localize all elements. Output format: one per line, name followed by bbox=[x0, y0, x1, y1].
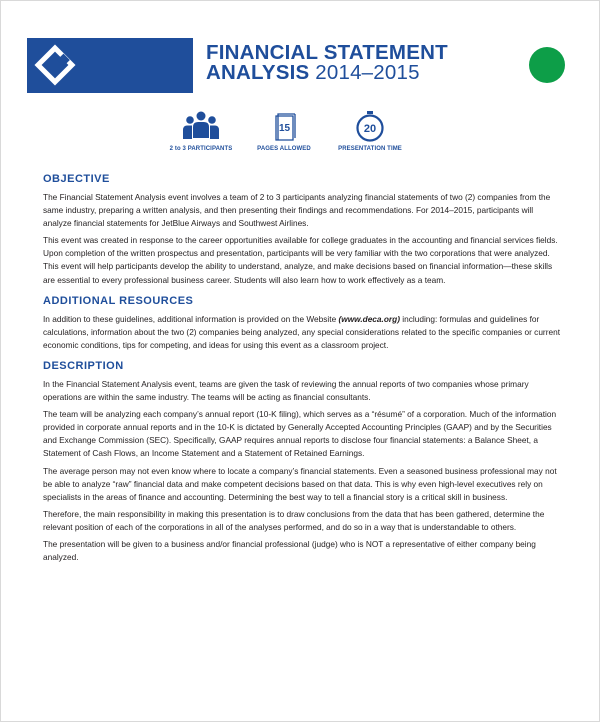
objective-section bbox=[43, 173, 563, 287]
main-content bbox=[43, 173, 563, 568]
objective-heading: OBJECTIVE bbox=[43, 173, 110, 185]
stat-pages bbox=[239, 110, 329, 152]
description-heading: DESCRIPTION bbox=[43, 359, 124, 372]
stat-time bbox=[325, 110, 415, 152]
title-event-name: ANALYSIS bbox=[206, 61, 310, 84]
stat-time-value: 20 bbox=[363, 123, 377, 135]
description-paragraph-3: The average person may not even know where to locate a company’s financial statements. Even a seasoned business professional may not be able to analyze “raw” financial data and make competent decisions based on that data. This is why even high-level executives rely on specialists in the areas of finance and accounting. Determining the best way to tell a financial story is a critical skill in business. bbox=[43, 465, 557, 502]
status-dot bbox=[529, 47, 565, 83]
header-banner bbox=[27, 38, 193, 93]
description-paragraph-2: The team will be analyzing each company’s annual report (10-K filing), which serves as a “résumé” of a corporation. Much of the information provided in corporate annual reports and in the 10-K is dictated by Generally Accepted Accounting Principles (GAAP) and by the Securities and Exchange Commission (SEC). Specifically, GAAP requires annual reports to disclose four financial statements: a Balance Sheet, a Statement of Cash Flows, an Income Statement and a Statement of Retained Earnings. bbox=[43, 409, 557, 459]
stat-time-label: PRESENTATION TIME bbox=[338, 146, 402, 152]
page-title bbox=[206, 43, 448, 83]
title-line-1: FINANCIAL STATEMENT bbox=[206, 41, 448, 64]
description-section bbox=[43, 360, 563, 564]
resources-heading: ADDITIONAL RESOURCES bbox=[43, 294, 194, 307]
description-paragraph-1: In the Financial Statement Analysis event, teams are given the task of reviewing the annual reports of two companies whose primary operations are within the same industry. The teams will be acting as financial consultants. bbox=[43, 378, 529, 403]
resources-paragraph bbox=[43, 313, 563, 352]
pages-icon bbox=[264, 110, 304, 142]
resources-text-after: including: formulas and guidelines for calculations, information about the two (2) companies being analyzed, any special considerations related to the specific companies or current economic conditions, tips for competing, and ideas for using this event as a classroom project. bbox=[43, 313, 560, 350]
title-line-2 bbox=[206, 63, 448, 83]
people-icon bbox=[181, 110, 221, 142]
stat-pages-label: PAGES ALLOWED bbox=[257, 146, 311, 152]
objective-paragraph-1: The Financial Statement Analysis event involves a team of 2 to 3 participants analyzing financial statements of two (2) companies from the same industry, preparing a written analysis, and then presenting their findings and recommendations. For 2014–2015, participants will analyze financial statements for JetBlue Airways and Southwest Airlines. bbox=[43, 192, 551, 229]
stat-participants-label: 2 to 3 PARTICIPANTS bbox=[169, 146, 233, 152]
stopwatch-icon bbox=[350, 110, 390, 142]
stat-pages-value: 15 bbox=[278, 123, 291, 134]
website-link[interactable]: (www.deca.org) bbox=[338, 313, 400, 324]
description-paragraph-5: The presentation will be given to a business and/or financial professional (judge) who is NOT a representative of either company being analyzed. bbox=[43, 538, 536, 563]
title-year: 2014–2015 bbox=[309, 61, 420, 84]
deca-logo-icon bbox=[33, 43, 77, 87]
stat-participants bbox=[156, 110, 246, 152]
resources-text-before: In addition to these guidelines, additional information is provided on the Website bbox=[43, 313, 339, 324]
resources-section bbox=[43, 295, 563, 352]
description-paragraph-4: Therefore, the main responsibility in making this presentation is to draw conclusions from the data that has been gathered, determine the relevant position of each of the corporations in all of the analyses performed, and do so in a way that is understandable to others. bbox=[43, 508, 545, 532]
objective-paragraph-2: This event was created in response to the career opportunities available for college graduates in the accounting and financial services fields. Upon completion of the written prospectus and presentation, participants will be very familiar with the two corporations that were analyzed. This event will help participants develop the ability to understand, analyze, and make decisions based on financial information—these skills are essential to every professional business career. Students will also learn how to work effectively as a team. bbox=[43, 235, 558, 285]
